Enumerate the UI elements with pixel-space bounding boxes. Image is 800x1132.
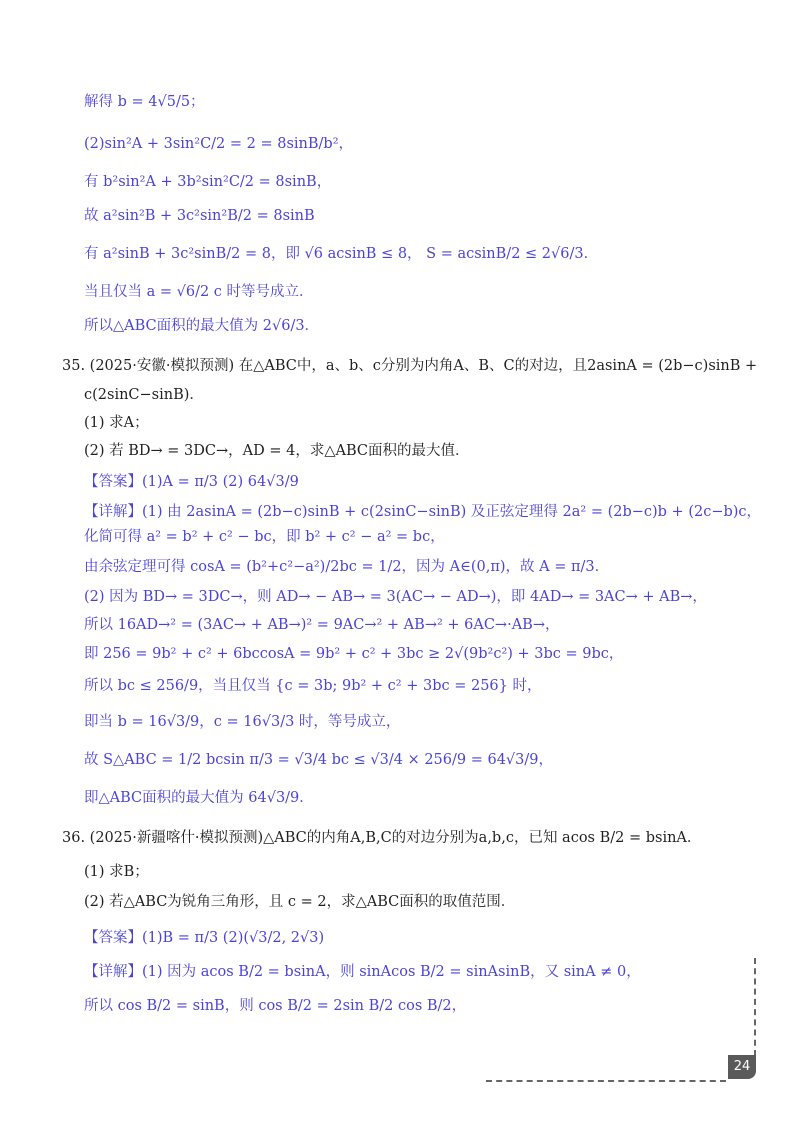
question-36-solution-line: 所以 cos B/2 = sinB，则 cos B/2 = 2sin B/2 cos B/2，: [84, 998, 467, 1014]
question-35-solution-line: 即 256 = 9b² + c² + 6bccosA = 9b² + c² + 3bc ≥ 2√(9b²c²) + 3bc = 9bc，: [84, 646, 624, 662]
question-36-answer: 【答案】(1)B = π/3 (2)(√3/2, 2√3): [84, 930, 325, 946]
question-35-solution-line: 即△ABC面积的最大值为 64√3/9．: [84, 790, 314, 806]
solution-line: (2)sin²A + 3sin²C/2 = 2 = 8sinB/b²，: [84, 136, 354, 152]
solution-line: 所以△ABC面积的最大值为 2√6/3．: [84, 318, 320, 334]
question-35-solution-line: 【详解】(1) 由 2asinA = (2b−c)sinB + c(2sinC−sinB) 及正弦定理得 2a² = (2b−c)b + (2c−b)c，: [84, 504, 762, 520]
question-35-solution-line: 故 S△ABC = 1/2 bcsin π/3 = √3/4 bc ≤ √3/4 × 256/9 = 64√3/9，: [84, 752, 554, 768]
solution-line: 有 a²sinB + 3c²sinB/2 = 8，即 √6 acsinB ≤ 8， S = acsinB/2 ≤ 2√6/3．: [84, 246, 599, 262]
question-36-part-1: (1) 求B；: [84, 864, 149, 880]
solution-line: 当且仅当 a = √6/2 c 时等号成立．: [84, 284, 314, 300]
question-36-part-2: (2) 若△ABC为锐角三角形，且 c = 2，求△ABC面积的取值范围．: [84, 894, 516, 910]
question-35-answer: 【答案】(1)A = π/3 (2) 64√3/9: [84, 474, 299, 490]
question-35-part-2: (2) 若 BD→ = 3DC→，AD = 4，求△ABC面积的最大值．: [84, 443, 470, 459]
question-36-stem: 36. (2025·新疆喀什·模拟预测)△ABC的内角A,B,C的对边分别为a,b,c，已知 acos B/2 = bsinA．: [62, 830, 702, 846]
question-35-solution-line: 所以 16AD→² = (3AC→ + AB→)² = 9AC→² + AB→² + 6AC→·AB→，: [84, 617, 560, 633]
question-36-solution-line: 【详解】(1) 因为 acos B/2 = bsinA，则 sinAcos B/2 = sinAsinB，又 sinA ≠ 0，: [84, 964, 641, 980]
page-corner-dashed-border: [754, 958, 756, 1056]
question-35-solution-line: 所以 bc ≤ 256/9，当且仅当 {c = 3b; 9b² + c² + 3bc = 256} 时，: [84, 678, 542, 694]
solution-line: 有 b²sin²A + 3b²sin²C/2 = 8sinB，: [84, 174, 332, 190]
question-35-part-1: (1) 求A；: [84, 415, 149, 431]
question-35-stem: 35. (2025·安徽·模拟预测) 在△ABC中，a、b、c分别为内角A、B、C的对边，且2asinA = (2b−c)sinB +: [62, 358, 758, 374]
question-35-solution-line: 化简可得 a² = b² + c² − bc，即 b² + c² − a² = bc，: [84, 529, 445, 545]
question-35-solution-line: 即当 b = 16√3/9，c = 16√3/3 时，等号成立，: [84, 714, 401, 730]
question-35-solution-line: (2) 因为 BD→ = 3DC→，则 AD→ − AB→ = 3(AC→ − AD→)，即 4AD→ = 3AC→ + AB→，: [84, 589, 707, 605]
page-bottom-dashed-border: [486, 1080, 726, 1082]
page-number: 24: [728, 1055, 756, 1079]
question-35-stem-cont: c(2sinC−sinB)．: [84, 387, 204, 403]
solution-line: 故 a²sin²B + 3c²sin²B/2 = 8sinB: [84, 208, 315, 224]
question-35-solution-line: 由余弦定理可得 cosA = (b²+c²−a²)/2bc = 1/2，因为 A∈(0,π)，故 A = π/3．: [84, 559, 610, 575]
solution-line: 解得 b = 4√5/5；: [84, 94, 205, 110]
